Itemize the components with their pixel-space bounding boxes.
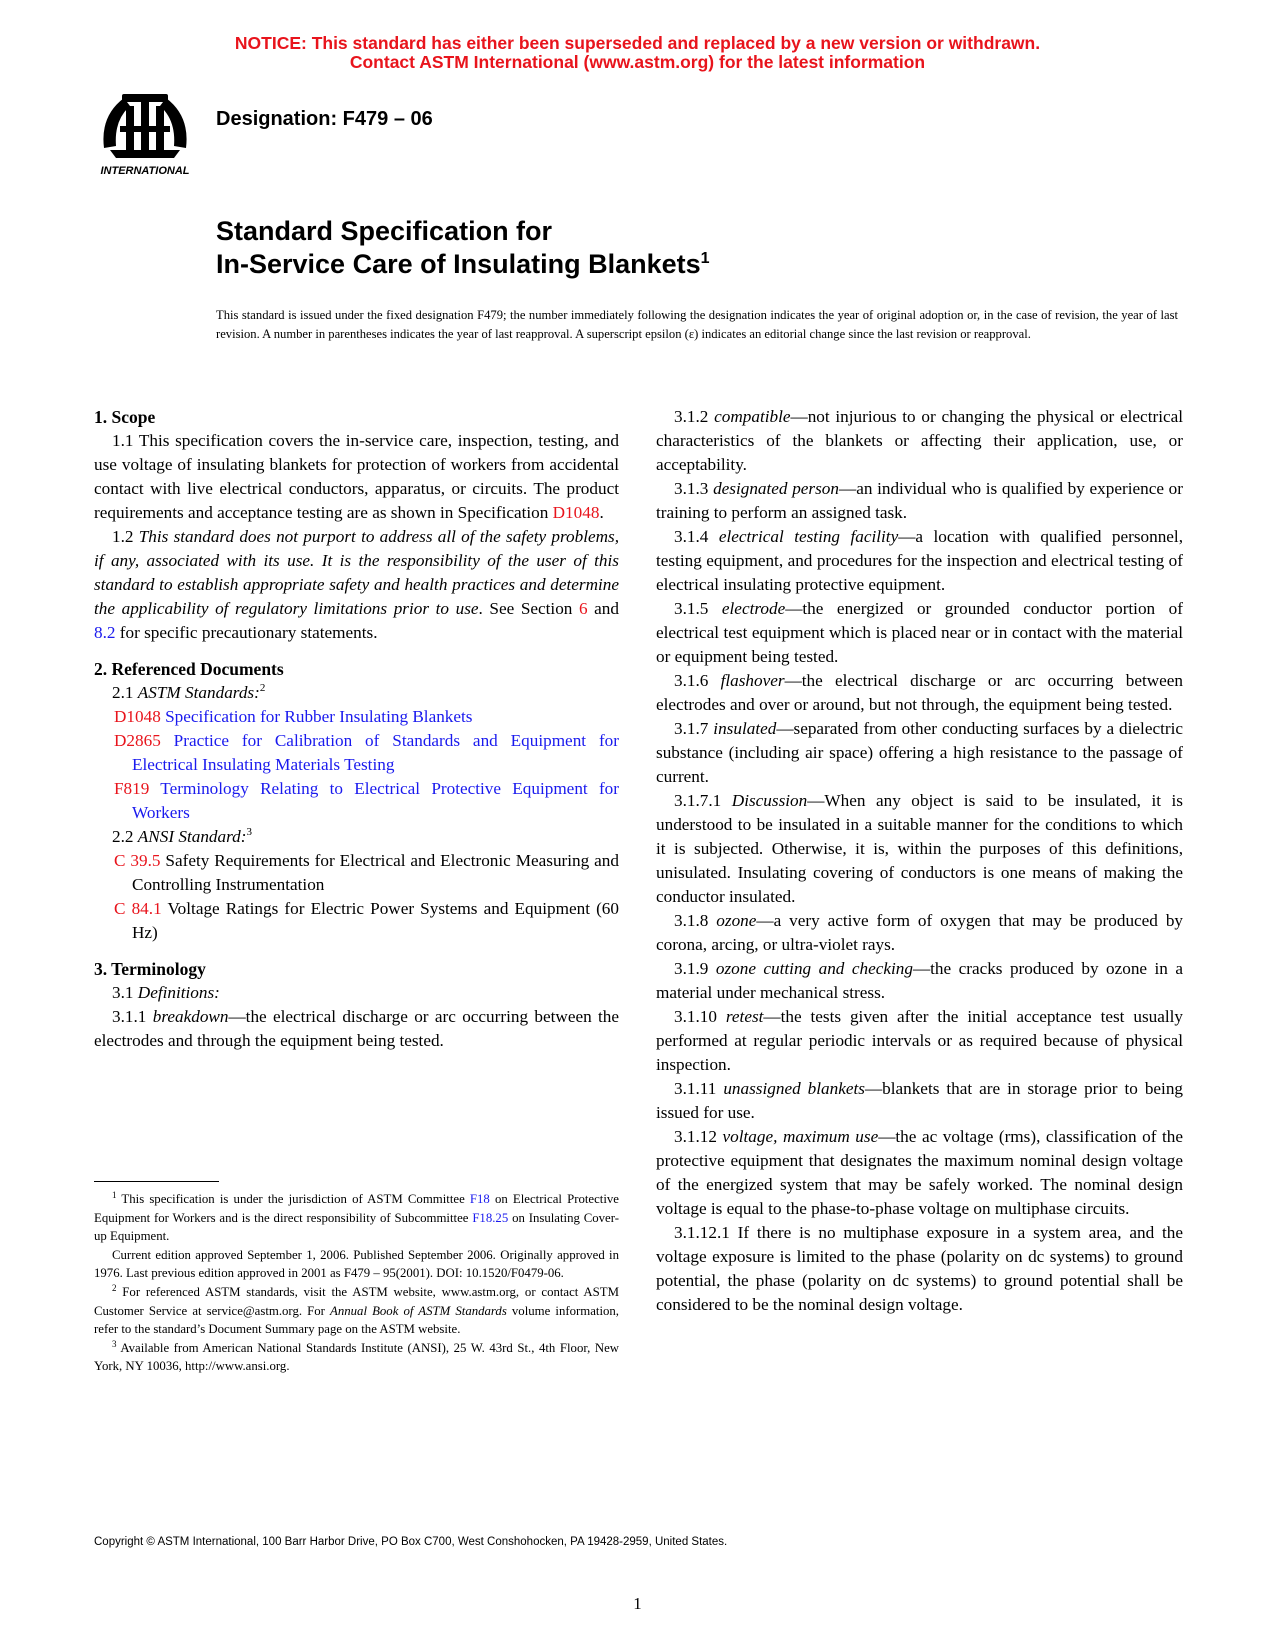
section-8-2-link[interactable]: 8.2 bbox=[94, 623, 116, 642]
definitions-label: 3.1 Definitions: bbox=[112, 983, 220, 1002]
section-6-link[interactable]: 6 bbox=[578, 599, 588, 618]
definition-item: 3.1.3 designated person—an individual who is qualified by experience or training to perform an assigned task. bbox=[656, 479, 1183, 522]
ref-item: C 39.5 Safety Requirements for Electrical and Electronic Measuring and Controlling Instrumentation bbox=[114, 851, 619, 894]
definition-item: 3.1.5 electrode—the energized or grounded conductor portion of electrical test equipment which is placed near or in contact with the material or equipment being tested. bbox=[656, 599, 1183, 666]
ansi-standard-label: 2.2 ANSI Standard:$^3$ bbox=[112, 826, 252, 846]
issuance-statement: This standard is issued under the fixed designation F479; the number immediately following the designation indicates the year of original adoption or, in the case of revision, the year of last revision. A number in parentheses indicates the year of last reapproval. A superscript epsilon (ε) indicates an editorial change since the last revision or reapproval. bbox=[216, 308, 1178, 341]
footnotes bbox=[94, 1190, 619, 1376]
copyright: Copyright © ASTM International, 100 Barr Harbor Drive, PO Box C700, West Conshohocken, PA 19428-2959, United States. bbox=[94, 1536, 728, 1548]
notice-banner bbox=[0, 34, 1275, 72]
ref-code-link[interactable]: C 84.1 bbox=[114, 899, 162, 918]
ref-item: C 84.1 Voltage Ratings for Electric Power Systems and Equipment (60 Hz) bbox=[114, 899, 619, 942]
definition-item: 3.1.7 insulated—separated from other conducting surfaces by a dielectric substance (including air space) offering a high resistance to the passage of current. bbox=[656, 719, 1183, 786]
page-number: 1 bbox=[633, 1594, 642, 1613]
definition-item: 3.1.2 compatible—not injurious to or changing the physical or electrical characteristics of the blankets or affecting their application, use, or acceptability. bbox=[656, 407, 1183, 474]
ref-code-link[interactable]: F819 bbox=[114, 779, 150, 798]
astm-logo bbox=[94, 86, 196, 184]
f18-25-link[interactable]: F18.25 bbox=[472, 1210, 509, 1225]
scope-1-2: 1.2 This standard does not purport to address all of the safety problems, if any, associated with its use. It is the responsibility of the user of this standard to establish appropriate safety and health practices and determine the applicability of regulatory limitations prior to use. See Section 6 and 8.2 for specific precautionary statements. bbox=[94, 527, 619, 642]
definition-item: 3.1.6 flashover—the electrical discharge or arc occurring between electrodes and over or around, but not through, the equipment being tested. bbox=[656, 671, 1183, 714]
footnote-divider bbox=[94, 1181, 219, 1182]
title-line-2: In-Service Care of Insulating Blankets$^1$ bbox=[216, 249, 710, 279]
footnote-edition: Current edition approved September 1, 2006. Published September 2006. Originally approved in 1976. Last previous edition approved in 2001 as F479 – 95(2001). DOI: 10.1520/F0479-06. bbox=[94, 1247, 619, 1281]
ref-code-link[interactable]: C 39.5 bbox=[114, 851, 161, 870]
scope-1-1: 1.1 This specification covers the in-service care, inspection, testing, and use voltage of insulating blankets for protection of workers from accidental contact with live electrical conductors, apparatus, or circuits. The product requirements and acceptance testing are as shown in Specification D1048. bbox=[94, 431, 619, 522]
astm-standards-label: 2.1 ASTM Standards:$^2$ bbox=[112, 682, 266, 702]
terminology-heading: 3. Terminology bbox=[94, 959, 206, 979]
ref-title-link[interactable]: Specification for Rubber Insulating Blankets bbox=[160, 707, 473, 726]
ref-title-link[interactable]: Terminology Relating to Electrical Protective Equipment for Workers bbox=[132, 779, 619, 822]
definition-item: 3.1.9 ozone cutting and checking—the cracks produced by ozone in a material under mechanical stress. bbox=[656, 959, 1183, 1002]
notice-line-1: NOTICE: This standard has either been superseded and replaced by a new version or withdrawn. bbox=[234, 33, 1041, 53]
definition-item: 3.1.12.1 If there is no multiphase exposure in a system area, and the voltage exposure is limited to the phase (polarity on dc systems) to ground potential, the phase (polarity on dc systems) to ground potential shall be considered to be the nominal design voltage. bbox=[656, 1223, 1183, 1314]
right-column bbox=[656, 405, 1183, 1317]
footnote-3: $^3$ Available from American National Standards Institute (ANSI), 25 W. 43rd St., 4th Floor, New York, NY 10036, http://www.ansi.org. bbox=[94, 1338, 619, 1374]
ref-item bbox=[94, 729, 619, 777]
ref-item bbox=[94, 705, 619, 729]
designation: Designation: F479 – 06 bbox=[216, 108, 433, 130]
ref-item bbox=[94, 777, 619, 825]
refdocs-heading: 2. Referenced Documents bbox=[94, 659, 284, 679]
scope-heading: 1. Scope bbox=[94, 407, 156, 427]
definition-item: 3.1.10 retest—the tests given after the initial acceptance test usually performed at regular periodic intervals or as required because of physical inspection. bbox=[656, 1007, 1183, 1074]
d1048-link[interactable]: D1048 bbox=[552, 503, 600, 522]
definition-item: 3.1.12 voltage, maximum use—the ac voltage (rms), classification of the protective equipment that designates the maximum nominal design voltage of the energized system that may be safely worked. The nominal design voltage is equal to the phase-to-phase voltage on multiphase circuits. bbox=[656, 1127, 1183, 1218]
definition-item: 3.1.11 unassigned blankets—blankets that are in storage prior to being issued for use. bbox=[656, 1079, 1184, 1122]
f18-link[interactable]: F18 bbox=[469, 1192, 490, 1206]
left-column bbox=[94, 405, 619, 1053]
title-line-1: Standard Specification for bbox=[216, 216, 553, 246]
footnote-1: $^1$ This specification is under the jurisdiction of ASTM Committee F18 on Electrical Protective Equipment for Workers and is the direct responsibility of Subcommittee F18.25 on Insulating Cover-up Equipment. bbox=[94, 1190, 620, 1244]
svg-text:INTERNATIONAL: INTERNATIONAL bbox=[100, 165, 190, 177]
ref-title-link[interactable]: Practice for Calibration of Standards and Equipment for Electrical Insulating Materials Testing bbox=[132, 731, 619, 774]
ref-code-link[interactable]: D1048 bbox=[114, 707, 161, 726]
page-title bbox=[216, 215, 710, 281]
definition-item: 3.1.7.1 Discussion—When any object is said to be insulated, it is understood to be insulated in a suitable manner for the conditions to which it is subjected. Otherwise, it is, within the purposes of this definitions, unisulated. Insulating covering of conductors is one means of making the conductor insulated. bbox=[656, 791, 1183, 906]
definition-item: 3.1.8 ozone—a very active form of oxygen that may be produced by corona, arcing, or ultra-violet rays. bbox=[656, 911, 1184, 954]
notice-line-2: Contact ASTM International (www.astm.org) for the latest information bbox=[349, 52, 926, 72]
definition-item: 3.1.4 electrical testing facility—a location with qualified personnel, testing equipment, and procedures for the inspection and electrical testing of electrical insulating protective equipment. bbox=[656, 527, 1183, 594]
definition-item: 3.1.1 breakdown—the electrical discharge or arc occurring between the electrodes and through the equipment being tested. bbox=[94, 1007, 620, 1050]
ref-code-link[interactable]: D2865 bbox=[114, 731, 161, 750]
footnote-2: $^2$ For referenced ASTM standards, visit the ASTM website, www.astm.org, or contact ASTM Customer Service at service@astm.org. For Annual Book of ASTM Standards volume information, refer to the standard’s Document Summary page on the ASTM website. bbox=[94, 1282, 619, 1337]
